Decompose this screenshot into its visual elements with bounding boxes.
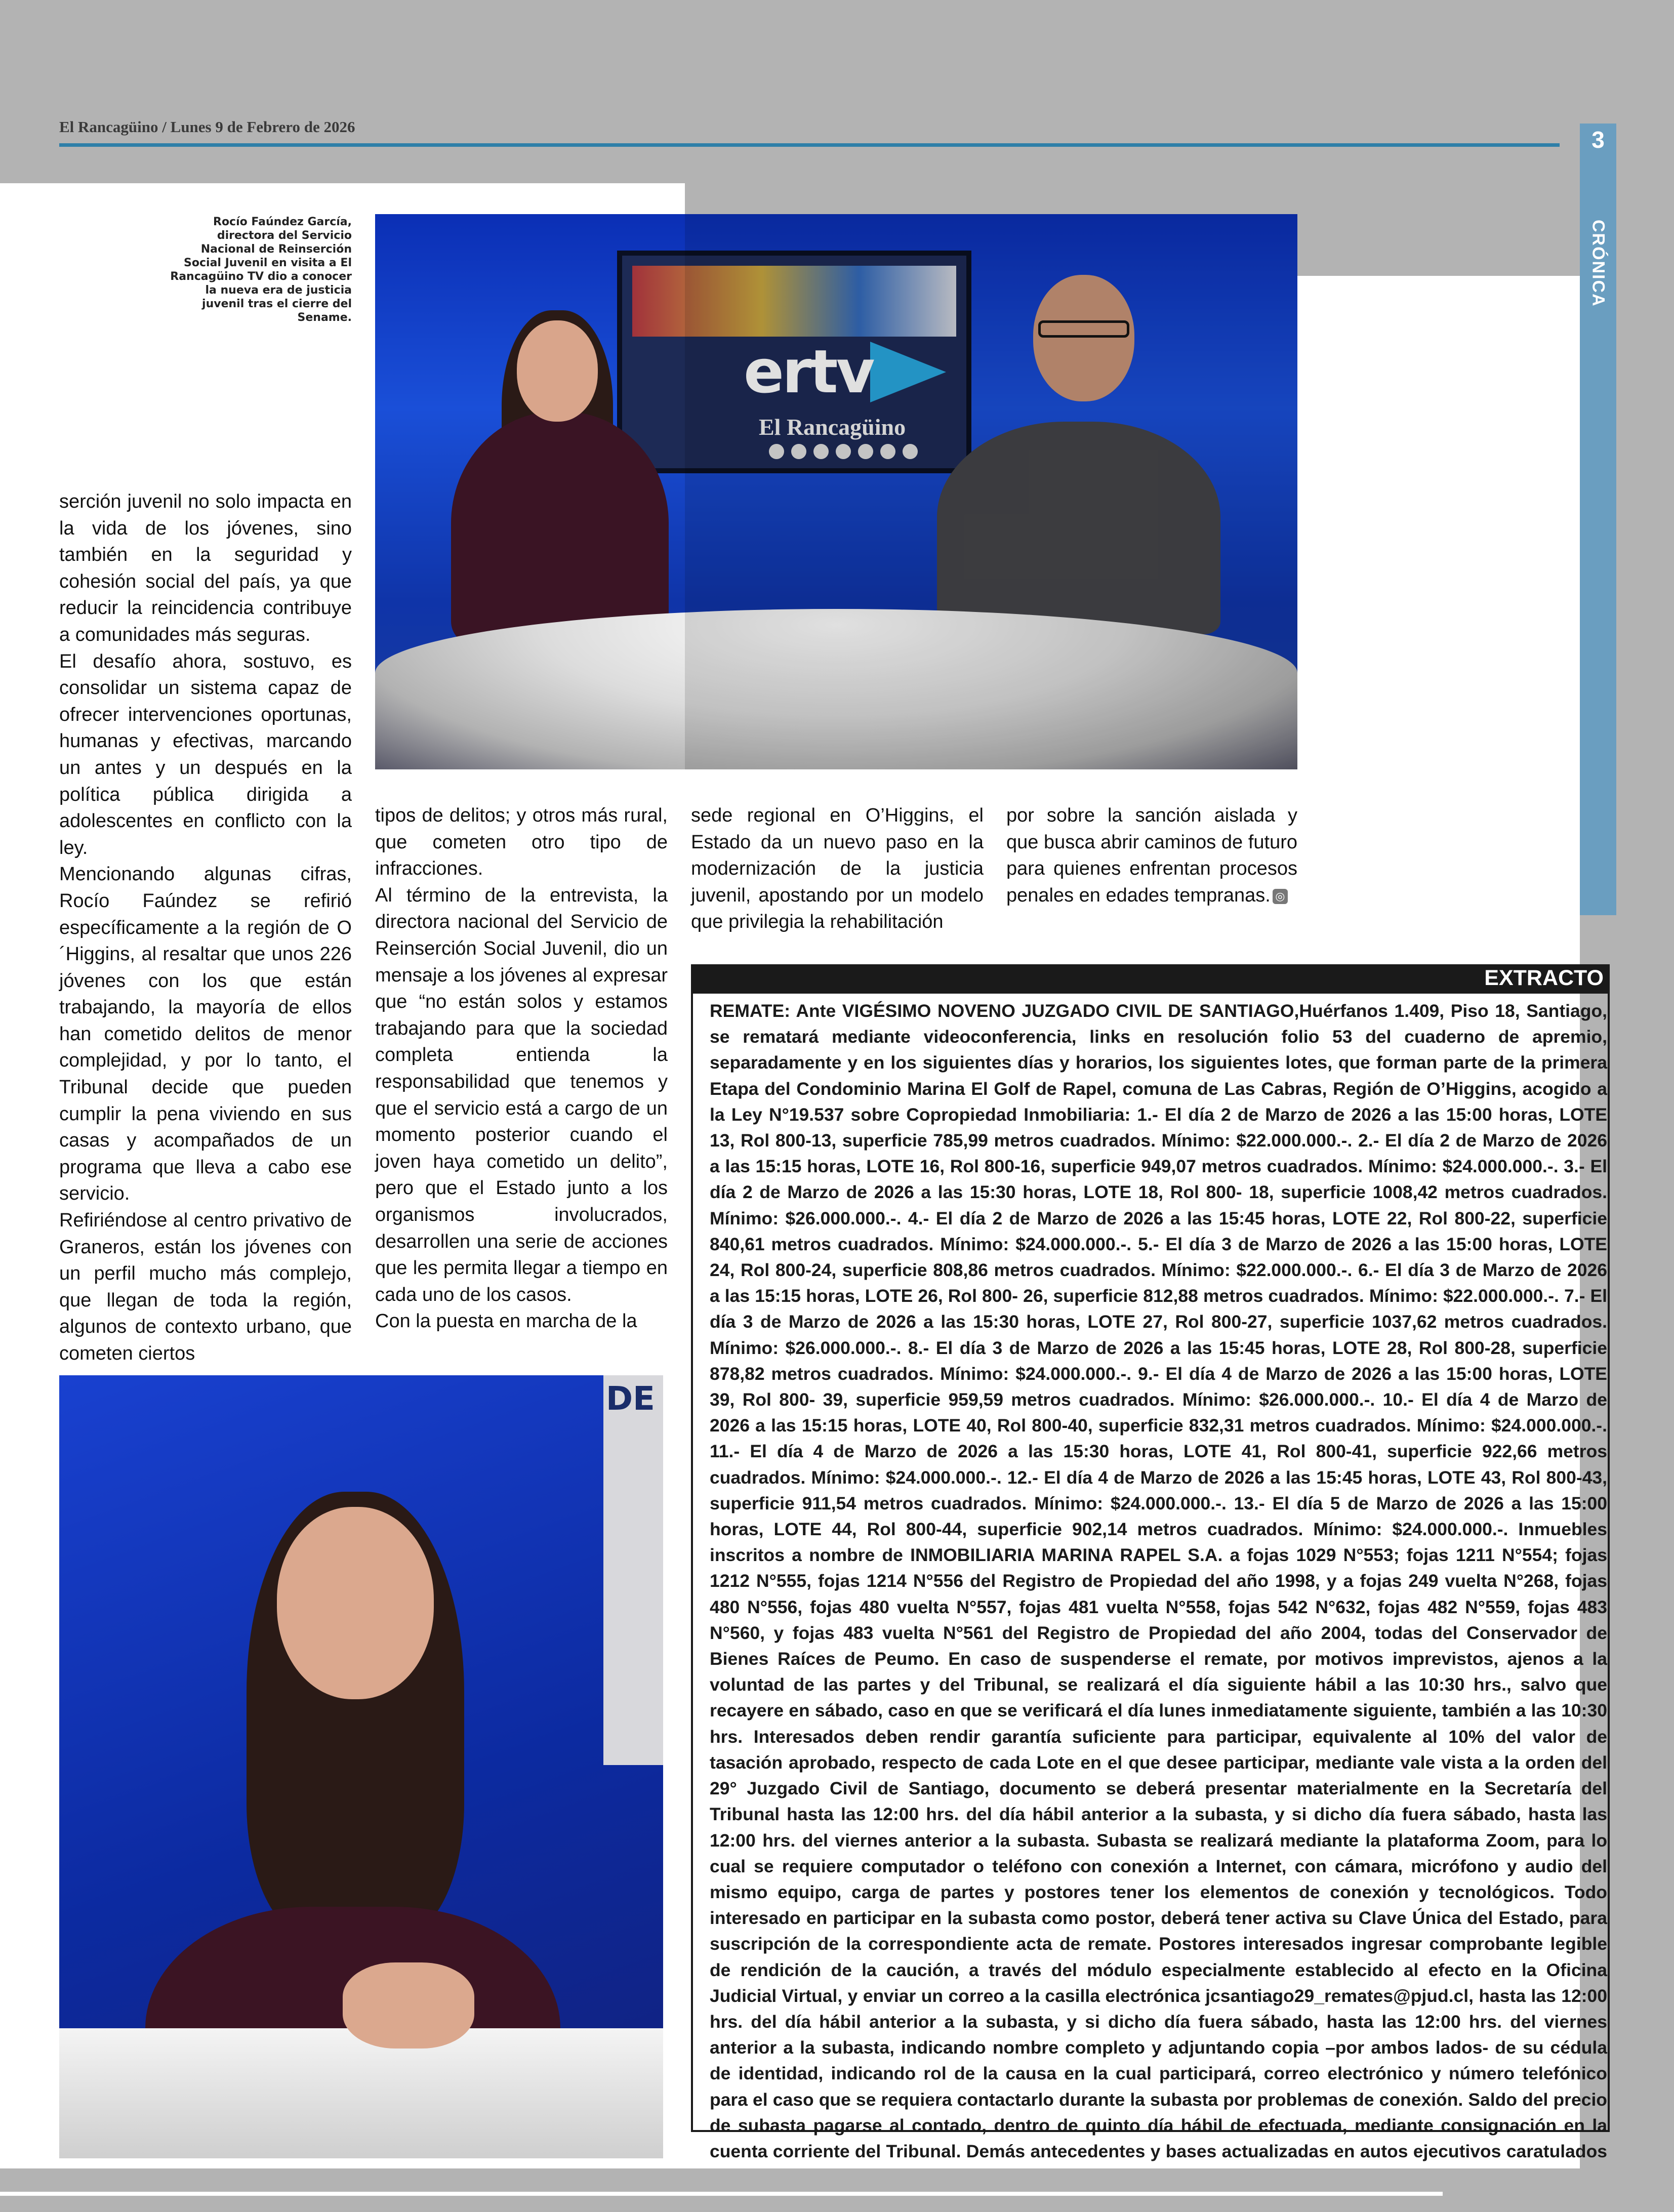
article-column-4 (1006, 802, 1297, 909)
interview-photo (375, 214, 1297, 769)
studio-desk (59, 2028, 663, 2158)
publication-name: El Rancagüino / (59, 118, 167, 136)
paragraph-text: por sobre la sanción aislada y que busca abrir caminos de futuro para quienes enfrentan procesos penales en edades tempranas. (1006, 805, 1297, 906)
paragraph: Mencionando algunas cifras, Rocío Faúndez se refirió específicamente a la región de O´Higgins, al resaltar que unos 226 jóvenes con los que están trabajando, la mayoría de ellos han cometido delitos de menor complejidad, y por lo tanto, el Tribunal decide que pueden cumplir la pena viviendo en sus casas y acompañados de un programa que lleva a cabo ese servicio. (59, 864, 352, 1205)
paragraph: Con la puesta en marcha de la (375, 1310, 637, 1332)
studio-screen (603, 1375, 663, 1765)
paragraph (1006, 802, 1297, 909)
ertv-logo: ertv (744, 337, 873, 406)
paragraph: tipos de delitos; y otros más rural, que cometen otro tipo de infracciones. (375, 805, 668, 880)
paragraph: Refiriéndose al centro privativo de Graneros, están los jóvenes con un perfil mucho más complejo, que llegan de toda la región, algunos de contexto urbano, que cometen ciertos (59, 1210, 352, 1364)
paragraph: Al término de la entrevista, la directora nacional del Servicio de Reinserción Social Juvenil, dio un mensaje a los jóvenes al expresar que “no están solos y estamos trabajando para que la sociedad completa entienda la responsabilidad que tenemos y que el servicio está a cargo de un momento posterior cuando el joven haya cometido un delito”, pero que el Estado junto a los organismos involucrados, desarrollen una serie de acciones que les permita llegar a tiempo en cada uno de los casos. (375, 884, 668, 1305)
page-number: 3 (1580, 124, 1616, 156)
screen-headline: DE (606, 1380, 655, 1418)
paragraph: serción juvenil no solo impacta en la vida de los jóvenes, sino también en la seguridad y cohesión social del país, ya que reducir la reincidencia contribuye a comunidades más seguras. (59, 491, 352, 645)
section-label: CRÓNICA (1588, 219, 1608, 307)
article-column-2 (375, 802, 668, 1335)
woman-hands (343, 1962, 474, 2049)
woman-figure (451, 412, 669, 644)
woman-face (517, 320, 598, 422)
extracto-title: EXTRACTO (691, 964, 1610, 992)
page-footer (0, 2168, 1674, 2212)
extracto-text: REMATE: Ante VIGÉSIMO NOVENO JUZGADO CIVIL DE SANTIAGO,Huérfanos 1.409, Piso 18, Santiago, se rematará mediante videoconferencia, links en resolución folio 53 del cuaderno de apremio, separadamente y en los siguientes días y horarios, los siguientes lotes, que forman parte de la primera Etapa del Condominio Marina El Golf de Rapel, comuna de Las Cabras, Región de O’Higgins, acogido a la Ley N°19.537 sobre Copropiedad Inmobiliaria: 1.- El día 2 de Marzo de 2026 a las 15:00 horas, LOTE 13, Rol 800-13, superficie 785,99 metros cuadrados. Mínimo: $22.000.000.-. 2.- El día 2 de Marzo de 2026 a las 15:15 horas, LOTE 16, Rol 800-16, superficie 949,07 metros cuadrados. Mínimo: $24.000.000.-. 3.- El día 2 de Marzo de 2026 a las 15:30 horas, LOTE 18, Rol 800- 18, superficie 1008,42 metros cuadrados. Mínimo: $26.000.000.-. 4.- El día 2 de Marzo de 2026 a las 15:45 horas, LOTE 22, Rol 800-22, superficie 840,61 metros cuadrados. Mínimo: $24.000.000.-. 5.- El día 3 de Marzo de 2026 a las 15:00 horas, LOTE 24, Rol 800-24, superficie 808,86 metros cuadrados. Mínimo: $22.000.000.-. 6.- El día 3 de Marzo de 2026 a las 15:15 horas, LOTE 26, Rol 800- 26, superficie 812,88 metros cuadrados. Mínimo: $22.000.000.-. 7.- El día 3 de Marzo de 2026 a las 15:30 horas, LOTE 27, Rol 800-27, superficie 1037,62 metros cuadrados. Mínimo: $26.000.000.-. 8.- El día 3 de Marzo de 2026 a las 15:45 horas, LOTE 28, Rol 800-28, superficie 878,82 metros cuadrados. Mínimo: $24.000.000.-. 9.- El día 4 de Marzo de 2026 a las 15:00 horas, LOTE 39, Rol 800- 39, superficie 959,59 metros cuadrados. Mínimo: $26.000.000.-. 10.- El día 4 de Marzo de 2026 a las 15:15 horas, LOTE 40, Rol 800-40, superficie 832,31 metros cuadrados. Mínimo: $24.000.000.-. 11.- El día 4 de Marzo de 2026 a las 15:30 horas, LOTE 41, Rol 800-41, superficie 922,66 metros cuadrados. Mínimo: $24.000.000.-. 12.- El día 4 de Marzo de 2026 a las 15:45 horas, LOTE 43, Rol 800-43, superficie 911,54 metros cuadrados. Mínimo: $24.000.000.-. 13.- El día 5 de Marzo de 2026 a las 15:00 horas, LOTE 44, Rol 800-44, superficie 902,14 metros cuadrados. Mínimo: $24.000.000.-. Inmuebles inscritos a nombre de INMOBILIARIA MARINA RAPEL S.A. a fojas 1029 N°553; fojas 1211 N°554; fojas 1212 N°555, fojas 1214 N°556 del Registro de Propiedad del año 1998, y a fojas 249 vuelta N°268, fojas 480 N°556, fojas 480 vuelta N°557, fojas 481 vuelta N°558, fojas 542 N°632, fojas 482 N°559, fojas 483 N°560, y fojas 483 vuelta N°561 del Registro de Propiedad del año 2004, todas del Conservador de Bienes Raíces de Peumo. En caso de suspenderse el remate, por motivos imprevistos, ajenos a la voluntad de las partes y del Tribunal, se realizará el día siguiente hábil a las 10:30 hrs., salvo que recayere en sábado, caso en que se verificará el día lunes inmediatamente siguiente, también a las 10:30 hrs. Interesados deben rendir garantía suficiente para participar, equivalente al 10% del valor de tasación aprobado, respecto de cada Lote en el que desee participar, mediante vale vista a la orden del 29° Juzgado Civil de Santiago, documento se deberá presentar materialmente en la Secretaría del Tribunal hasta las 12:00 hrs. del día hábil anterior a la subasta, y si dicho día fuera sábado, hasta las 12:00 hrs. del viernes anterior a la subasta. Subasta se realizará mediante la plataforma Zoom, para lo cual se requiere computador o teléfono con conexión a Internet, con cámara, micrófono y audio del mismo equipo, carga de partes y postores tener los elementos de conexión y tecnológicos. Todo interesado en participar en la subasta como postor, deberá tener activa su Clave Única del Estado, para suscripción de la correspondiente acta de remate. Postores interesados ingresar comprobante legible de rendición de la caución, a través del módulo especialmente establecido al efecto en la Oficina Judicial Virtual, y enviar un correo a la casilla electrónica jcsantiago29_remates@pjud.cl, hasta las 12:00 hrs. del día hábil anterior a la subasta, y si dicho día fuera sábado, hasta las 12:00 hrs. del viernes anterior a la subasta, indicando nombre completo y adjuntando copia –por ambos lados- de su cédula de identidad, indicando rol de la causa en la cual participará, correo electrónico y número telefónico para el caso que se requiera contactarlo durante la subasta por problemas de conexión. Saldo del precio de subasta pagarse al contado, dentro de quinto día hábil de efectuada, mediante consignación en la cuenta corriente del Tribunal. Demás antecedentes y bases actualizadas en autos ejecutivos caratulados (710, 1001, 1607, 2161)
header-rule (59, 143, 1560, 147)
photo-caption: Rocío Faúndez García, directora del Servicio Nacional de Reinserción Social Juvenil en visita a El Rancagüino TV dio a conocer la nueva era de justicia juvenil tras el cierre del Sename. (170, 216, 352, 324)
article-column-1 (59, 488, 352, 1367)
page-header (59, 114, 355, 140)
portrait-photo (59, 1375, 663, 2158)
paragraph: sede regional en O’Higgins, el Estado da un nuevo paso en la modernización de la justicia juvenil, apostando por un modelo que privilegia la rehabilitación (691, 805, 984, 933)
end-of-article-icon: ◎ (1273, 889, 1288, 904)
photo-overlay (685, 214, 1297, 769)
ertv-brand: El Rancagüino (759, 414, 906, 440)
publication-date: Lunes 9 de Febrero de 2026 (170, 118, 355, 136)
woman-face (277, 1507, 434, 1699)
article-column-3 (691, 802, 984, 935)
footer-rule (0, 2192, 1443, 2196)
paragraph: El desafío ahora, sostuvo, es consolidar un sistema capaz de ofrecer intervenciones oportunas, humanas y efectivas, marcando un antes y un después en la política pública dirigida a adolescentes en conflicto con la ley. (59, 650, 352, 858)
